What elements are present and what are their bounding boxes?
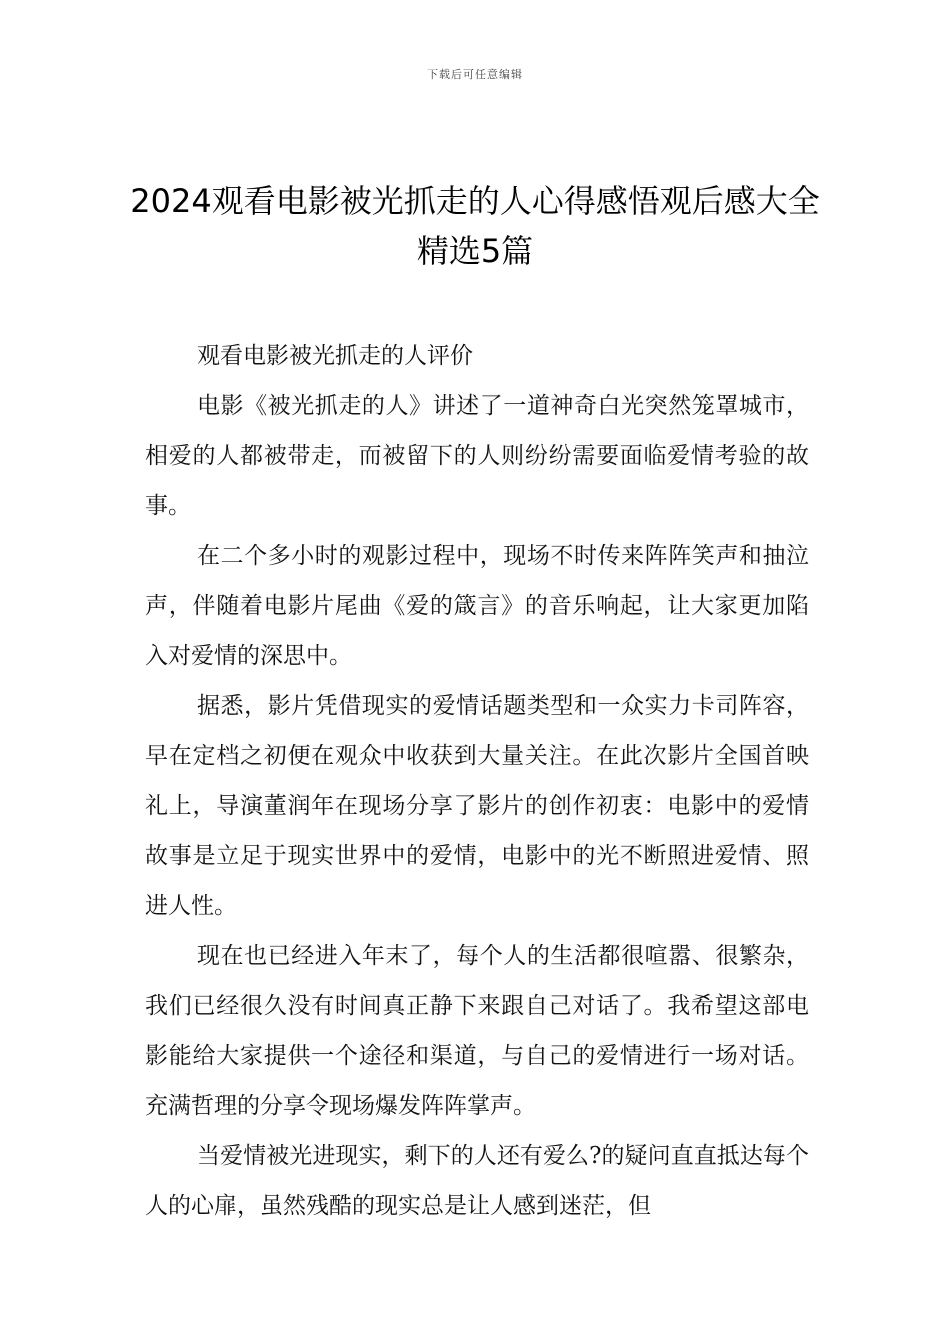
paragraph: 现在也已经进入年末了，每个人的生活都很喧嚣、很繁杂，我们已经很久没有时间真正静下来跟自己对话了。我希望这部电影能给大家提供一个途径和渠道，与自己的爱情进行一场对话。充满哲理的分享令现场爆发阵阵掌声。 bbox=[145, 943, 809, 1119]
header-note: 下载后可任意编辑 bbox=[427, 68, 523, 81]
paragraph: 当爱情被光进现实，剩下的人还有爱么?的疑问直直抵达每个人的心扉，虽然残酷的现实总是让人感到迷茫，但 bbox=[145, 1143, 809, 1219]
paragraph: 在二个多小时的观影过程中，现场不时传来阵阵笑声和抽泣声，伴随着电影片尾曲《爱的箴言》的音乐响起，让大家更加陷入对爱情的深思中。 bbox=[145, 543, 809, 669]
paragraph: 电影《被光抓走的人》讲述了一道神奇白光突然笼罩城市，相爱的人都被带走，而被留下的人则纷纷需要面临爱情考验的故事。 bbox=[145, 393, 809, 519]
section-heading: 观看电影被光抓走的人评价 bbox=[197, 343, 473, 369]
document-body bbox=[145, 331, 809, 1231]
document-title: 2024观看电影被光抓走的人心得感悟观后感大全精选5篇 bbox=[130, 182, 820, 270]
paragraph: 据悉，影片凭借现实的爱情话题类型和一众实力卡司阵容，早在定档之初便在观众中收获到大量关注。在此次影片全国首映礼上，导演董润年在现场分享了影片的创作初衷：电影中的爱情故事是立足于现实世界中的爱情，电影中的光不断照进爱情、照进人性。 bbox=[145, 693, 809, 919]
